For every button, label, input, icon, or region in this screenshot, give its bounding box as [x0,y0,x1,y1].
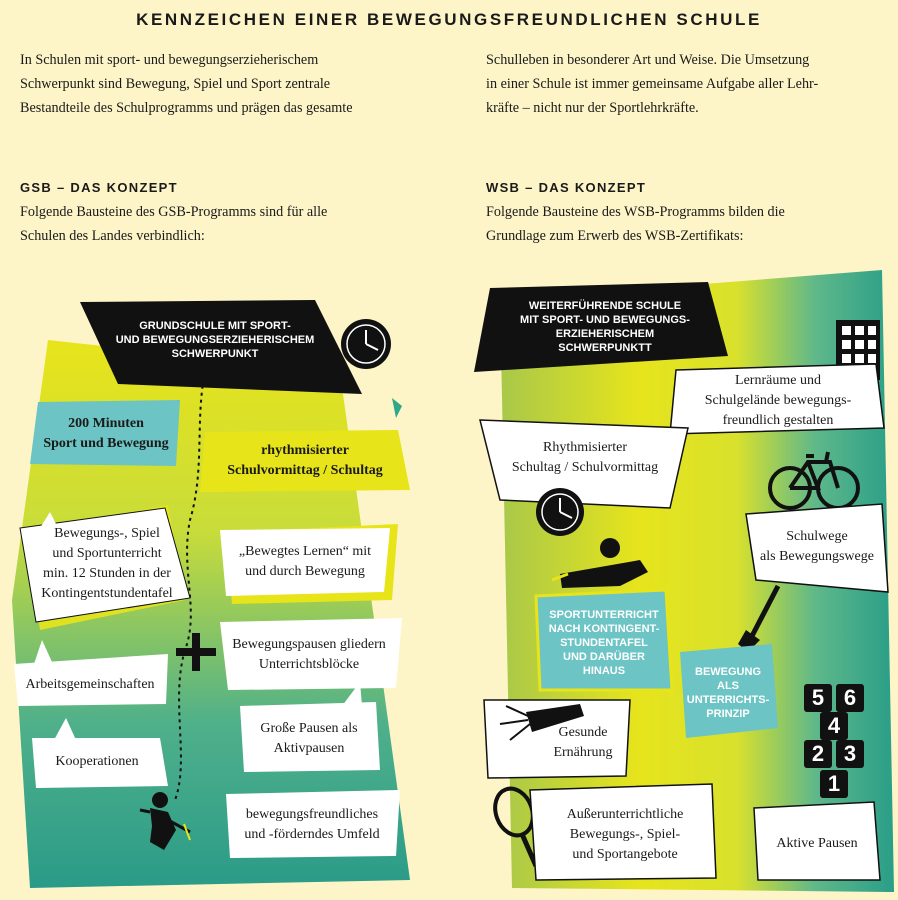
wsb-item-ernaehrung: Gesunde Ernährung [553,725,613,760]
wsb-item-lernraeume: Lernräume und Schulgelände bewegungs- freundlich gestalten [704,373,852,428]
clock-icon [536,488,584,536]
hopscotch-number: 5 [804,684,832,712]
gsb-intro-text: Folgende Bausteine des GSB-Programms sind für alle Schulen des Landes verbindlich: [20,204,328,244]
gsb-item-grosse: Große Pausen als Aktivpausen [260,721,358,756]
gsb-item-pausen: Bewegungspausen gliedern Unterrichtsblöcke [232,637,386,672]
gsb-item-koop: Kooperationen [55,754,139,769]
wsb-intro-text: Folgende Bausteine des WSB-Programms bilden die Grundlage zum Erwerb des WSB-Zertifikats: [486,204,785,244]
wsb-heading: WSB – DAS KONZEPT [486,180,647,195]
wsb-banner: WEITERFÜHRENDE SCHULE MIT SPORT- UND BEWEGUNGS- ERZIEHERISCHEM SCHWERPUNKTT [520,300,690,354]
gsb-item-umfeld: bewegungsfreundliches und -förderndes Umfeld [244,807,380,842]
gsb-item-rhythm: rhythmisierter Schulvormittag / Schultag [227,443,383,478]
intro-left-text: In Schulen mit sport- und bewegungserzieherischem Schwerpunkt sind Bewegung, Spiel und Sport zentrale Bestandteile des Schulprogramms und prägen das gesamte [20,52,353,116]
hopscotch-number: 3 [836,740,864,768]
gsb-item-minutes: 200 Minuten Sport und Bewegung [43,416,169,451]
wsb-item-sport: SPORTUNTERRICHT NACH KONTINGENT- STUNDENTAFEL UND DARÜBER HINAUS [548,609,660,677]
gsb-banner: GRUNDSCHULE MIT SPORT- UND BEWEGUNGSERZIEHERISCHEM SCHWERPUNKT [115,320,315,360]
hopscotch-number: 6 [836,684,864,712]
hopscotch-number: 4 [820,712,848,740]
wsb-item-prinzip: BEWEGUNG ALS UNTERRICHTS- PRINZIP [686,666,770,720]
intro-right-text: Schulleben in besonderer Art und Weise. Die Umsetzung in einer Schule ist immer gemeinsame Aufgabe aller Lehr- kräfte – nicht nur der Sportlehrkräfte. [486,52,819,116]
hopscotch-number: 1 [820,770,848,798]
hopscotch-number: 2 [804,740,832,768]
wsb-item-schulwege: Schulwege als Bewegungswege [760,529,874,564]
gsb-item-ag: Arbeitsgemeinschaften [25,677,155,692]
page-title: KENNZEICHEN EINER BEWEGUNGSFREUNDLICHEN SCHULE [136,10,762,29]
gsb-item-unterricht: Bewegungs-, Spiel und Sportunterricht min. 12 Stunden in der Kontingentstundentafel [41,526,173,601]
wsb-item-ausser: Außerunterrichtliche Bewegungs-, Spiel- und Sportangebote [566,807,684,862]
gsb-item-lernen: „Bewegtes Lernen“ mit und durch Bewegung [238,544,372,579]
gsb-heading: GSB – DAS KONZEPT [20,180,178,195]
wsb-item-aktiv: Aktive Pausen [776,836,858,851]
wsb-item-rhythm: Rhythmisierter Schultag / Schulvormittag [511,440,659,475]
clock-icon [341,319,402,418]
